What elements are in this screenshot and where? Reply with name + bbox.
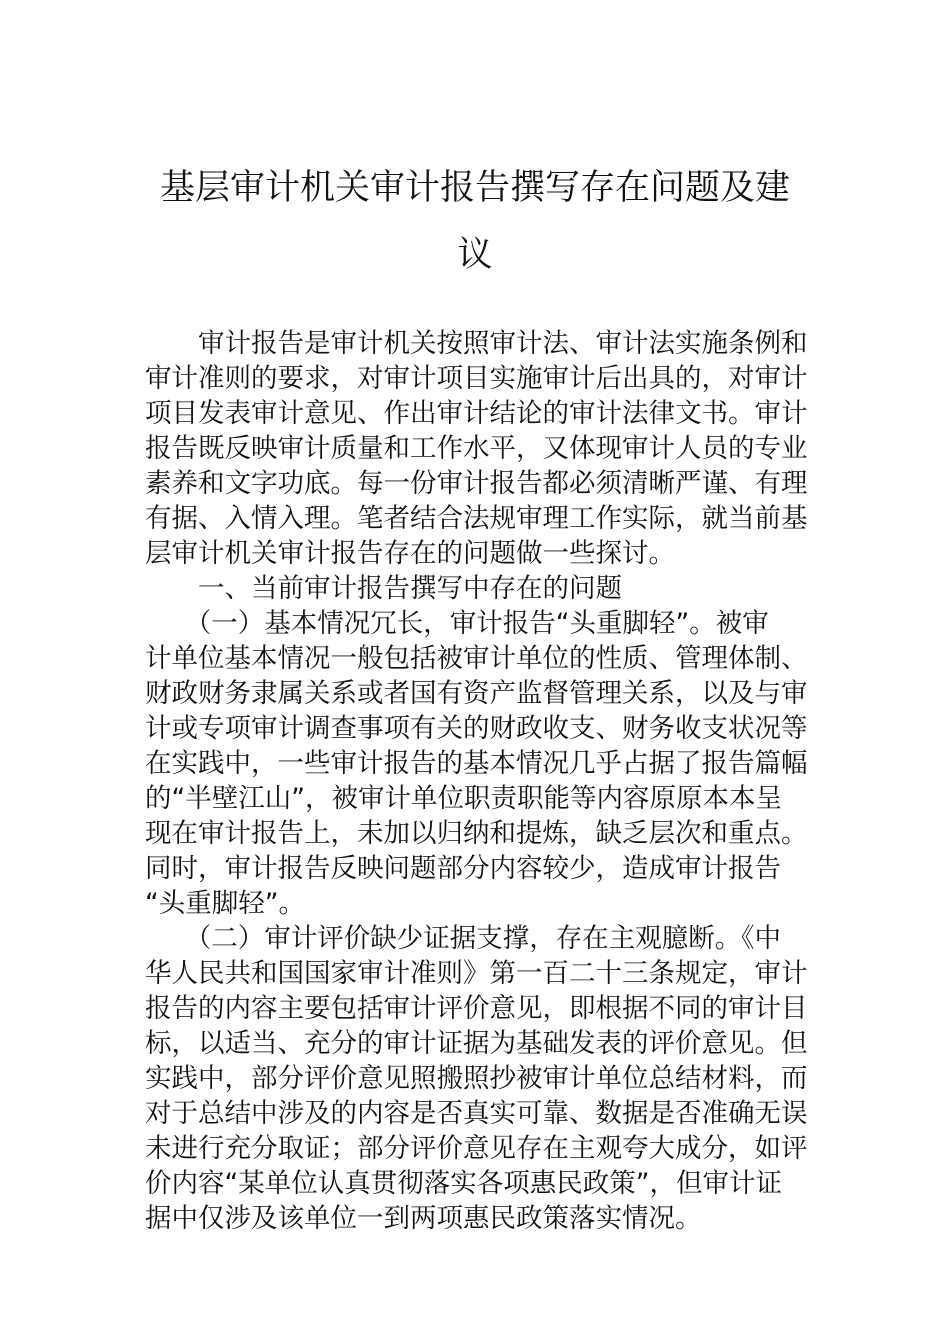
body-line: “头重脚轻”。 bbox=[145, 888, 305, 919]
body-line: 未进行充分取证；部分评价意见存在主观夸大成分，如评 bbox=[145, 1133, 808, 1164]
body-line: 的“半壁江山”，被审计单位职责职能等内容原原本本呈 bbox=[145, 783, 782, 814]
body-line: 计单位基本情况一般包括被审计单位的性质、管理体制、 bbox=[145, 643, 808, 674]
body-line: 素养和文字功底。每一份审计报告都必须清晰严谨、有理 bbox=[145, 468, 808, 499]
body-line: 同时，审计报告反映问题部分内容较少，造成审计报告 bbox=[145, 853, 781, 884]
body-line: 实践中，部分评价意见照搬照抄被审计单位总结材料，而 bbox=[145, 1063, 808, 1094]
body-line: 财政财务隶属关系或者国有资产监督管理关系，以及与审 bbox=[145, 678, 808, 709]
body-line: 价内容“某单位认真贯彻落实各项惠民政策”，但审计证 bbox=[145, 1168, 782, 1199]
body-line: 据中仅涉及该单位一到两项惠民政策落实情况。 bbox=[145, 1203, 702, 1234]
body-line: （二）审计评价缺少证据支撑，存在主观臆断。《中 bbox=[145, 923, 781, 954]
section-heading: 一、当前审计报告撰写中存在的问题 bbox=[145, 573, 622, 604]
body-line: （一）基本情况冗长，审计报告“头重脚轻”。被审 bbox=[145, 608, 769, 639]
body-line: 计或专项审计调查事项有关的财政收支、财务收支状况等 bbox=[145, 713, 808, 744]
body-line: 有据、入情入理。笔者结合法规审理工作实际，就当前基 bbox=[145, 503, 808, 534]
body-line: 现在审计报告上，未加以归纳和提炼，缺乏层次和重点。 bbox=[145, 818, 808, 849]
body-line: 标，以适当、充分的审计证据为基础发表的评价意见。但 bbox=[145, 1028, 808, 1059]
body-line: 报告既反映审计质量和工作水平，又体现审计人员的专业 bbox=[145, 433, 808, 464]
body-line: 项目发表审计意见、作出审计结论的审计法律文书。审计 bbox=[145, 398, 808, 429]
body-line: 华人民共和国国家审计准则》第一百二十三条规定，审计 bbox=[145, 958, 808, 989]
document-title-line-1: 基层审计机关审计报告撰写存在问题及建 bbox=[159, 168, 790, 208]
body-line: 对于总结中涉及的内容是否真实可靠、数据是否准确无误 bbox=[145, 1098, 808, 1129]
document-title-line-2: 议 bbox=[457, 235, 493, 275]
body-line: 层审计机关审计报告存在的问题做一些探讨。 bbox=[145, 538, 675, 569]
body-line: 在实践中，一些审计报告的基本情况几乎占据了报告篇幅 bbox=[145, 748, 808, 779]
body-line: 审计准则的要求，对审计项目实施审计后出具的，对审计 bbox=[145, 363, 808, 394]
body-line: 报告的内容主要包括审计评价意见，即根据不同的审计目 bbox=[145, 993, 808, 1024]
body-line: 审计报告是审计机关按照审计法、审计法实施条例和 bbox=[145, 328, 808, 359]
